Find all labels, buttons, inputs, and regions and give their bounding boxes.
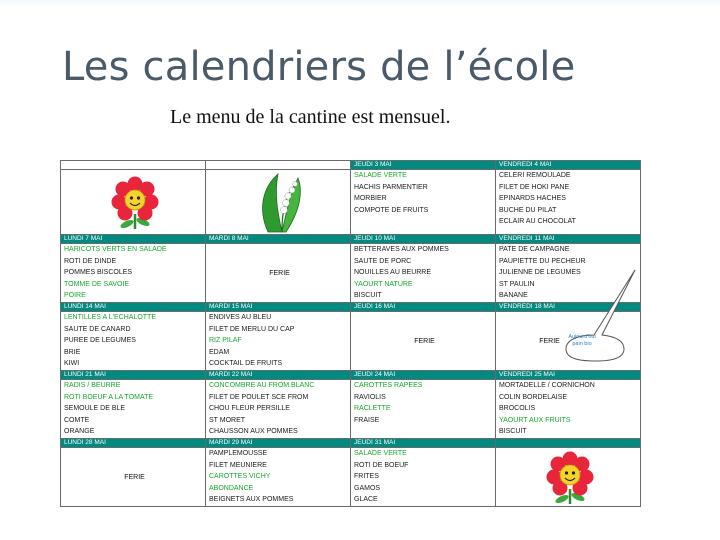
menu-item: BROCOLIS <box>499 405 536 413</box>
menu-item: EDAM <box>209 348 230 356</box>
day-header: MARDI 22 MAI <box>206 371 351 380</box>
menu-item: PAUPIETTE DU PECHEUR <box>499 257 586 265</box>
day-header: MARDI 29 MAI <box>206 439 351 448</box>
day-header: VENDREDI 25 MAI <box>496 371 641 380</box>
week-header-row <box>61 439 641 448</box>
menu-item: COMPOTE DE FRUITS <box>354 206 429 214</box>
menu-item: YAOURT NATURE <box>354 280 413 288</box>
day-menu-cell <box>61 380 206 439</box>
day-menu-cell <box>351 170 496 235</box>
holiday-label: FERIE <box>269 269 290 277</box>
holiday-label: FERIE <box>414 337 435 345</box>
menu-item: FILET DE MERLU DU CAP <box>209 325 295 333</box>
menu-item: HACHIS PARMENTIER <box>354 183 428 191</box>
day-header: VENDREDI 18 MAI <box>496 303 641 312</box>
menu-item: LENTILLES A L'ECHALOTTE <box>64 314 156 321</box>
menu-item: FRAISE <box>354 416 380 424</box>
day-menu-cell <box>351 244 496 303</box>
day-header: JEUDI 10 MAI <box>351 235 496 244</box>
day-header: VENDREDI 11 MAI <box>496 235 641 244</box>
week-header-row <box>61 371 641 380</box>
menu-item: BETTERAVES AUX POMMES <box>354 246 449 253</box>
day-menu-cell <box>61 244 206 303</box>
bubble-line2: pain bio <box>572 341 592 347</box>
menu-item: ENDIVES AU BLEU <box>209 314 272 321</box>
menu-item: MORBIER <box>354 195 387 203</box>
menu-item: FILET DE HOKI PANE <box>499 183 570 191</box>
speech-bubble-icon <box>540 265 640 365</box>
week-header-row <box>61 235 641 244</box>
day-header: LUNDI 21 MAI <box>61 371 206 380</box>
menu-item: CHAUSSON AUX POMMES <box>209 428 298 436</box>
menu-item: ECLAIR AU CHOCOLAT <box>499 218 576 226</box>
menu-item: RIZ PILAF <box>209 337 242 345</box>
menu-item: NOUILLES AU BEURRE <box>354 269 432 277</box>
menu-item: BANANE <box>499 292 528 300</box>
day-header <box>496 439 641 448</box>
holiday-label: FERIE <box>124 473 145 481</box>
menu-item: FRITES <box>354 473 379 481</box>
day-menu-cell <box>206 312 351 371</box>
menu-item: SEMOULE DE BLE <box>64 405 126 413</box>
menu-item: COLIN BORDELAISE <box>499 393 568 401</box>
day-header: LUNDI 7 MAI <box>61 235 206 244</box>
day-menu-cell <box>61 448 206 507</box>
menu-item: CONCOMBRE AU FROM.BLANC <box>209 382 315 389</box>
week-header-row <box>61 161 641 170</box>
menu-item: PUREE DE LEGUMES <box>64 337 136 345</box>
week-menu-row <box>61 380 641 439</box>
day-menu-cell <box>351 312 496 371</box>
menu-item: POMMES BISCOLES <box>64 269 133 277</box>
menu-item: SAUTE DE CANARD <box>64 325 131 333</box>
menu-item: RADIS / BEURRE <box>64 382 121 389</box>
lily-of-the-valley-icon <box>248 170 312 234</box>
day-header: JEUDI 31 MAI <box>351 439 496 448</box>
menu-item: EPINARDS HACHES <box>499 195 566 203</box>
day-header: JEUDI 24 MAI <box>351 371 496 380</box>
page-subtitle: Le menu de la cantine est mensuel. <box>170 106 451 128</box>
menu-item: GLACE <box>354 496 378 504</box>
menu-item: GAMOS <box>354 484 381 492</box>
bubble-line1: Aujourd'hui <box>568 334 596 340</box>
menu-item: CAROTTES VICHY <box>209 473 271 481</box>
flower-icon <box>107 174 163 230</box>
menu-item: COMTE <box>64 416 90 424</box>
week-menu-row <box>61 170 641 235</box>
menu-item: YAOURT AUX FRUITS <box>499 416 571 424</box>
day-header: MARDI 15 MAI <box>206 303 351 312</box>
week-menu-row <box>61 448 641 507</box>
menu-item: SALADE VERTE <box>354 172 407 179</box>
menu-item: BISCUIT <box>499 428 527 436</box>
day-header: LUNDI 14 MAI <box>61 303 206 312</box>
menu-item: COCKTAIL DE FRUITS <box>209 360 283 368</box>
menu-item: POIRE <box>64 292 86 300</box>
day-header: JEUDI 3 MAI <box>351 161 496 170</box>
menu-item: ORANGE <box>64 428 95 436</box>
day-menu-cell <box>206 448 351 507</box>
menu-item: BUCHE DU PILAT <box>499 206 557 214</box>
day-header: JEUDI 16 MAI <box>351 303 496 312</box>
menu-item: PAMPLEMOUSSE <box>209 450 268 457</box>
menu-item: BISCUIT <box>354 292 382 300</box>
menu-item: BRIE <box>64 348 81 356</box>
menu-item: MORTADELLE / CORNICHON <box>499 382 595 389</box>
day-header <box>61 161 206 170</box>
top-band <box>0 0 720 8</box>
day-menu-cell <box>496 170 641 235</box>
menu-item: JULIENNE DE LEGUMES <box>499 269 581 277</box>
flower-icon <box>542 449 598 505</box>
menu-item: SAUTE DE PORC <box>354 257 412 265</box>
menu-item: RAVIOLIS <box>354 393 386 401</box>
menu-item: FILET MEUNIERE <box>209 461 267 469</box>
menu-item: BEIGNETS AUX POMMES <box>209 496 294 504</box>
day-menu-cell <box>351 380 496 439</box>
menu-item: SALADE VERTE <box>354 450 407 457</box>
day-header <box>206 161 351 170</box>
holiday-label: FERIE <box>539 337 560 345</box>
page-title: Les calendriers de l’école <box>62 44 576 90</box>
menu-item: CAROTTES RAPEES <box>354 382 423 389</box>
day-menu-cell <box>496 380 641 439</box>
day-menu-cell <box>351 448 496 507</box>
menu-item: FILET DE POULET SCE FROM <box>209 393 309 401</box>
menu-item: RACLETTE <box>354 405 391 413</box>
speech-bubble-text <box>566 334 598 348</box>
menu-item: ROTI DE BOEUF <box>354 461 409 469</box>
day-header: VENDREDI 4 MAI <box>496 161 641 170</box>
day-header: MARDI 8 MAI <box>206 235 351 244</box>
menu-item: TOMME DE SAVOIE <box>64 280 130 288</box>
menu-item: ST MORET <box>209 416 246 424</box>
day-menu-cell <box>496 448 641 507</box>
menu-item: CHOU FLEUR PERSILLE <box>209 405 290 413</box>
day-menu-cell <box>206 170 351 235</box>
menu-item: ABONDANCE <box>209 484 254 492</box>
menu-item: ROTI DE DINDE <box>64 257 117 265</box>
menu-item: HARICOTS VERTS EN SALADE <box>64 246 167 253</box>
menu-item: ROTI BOEUF A LA TOMATE <box>64 393 154 401</box>
menu-item: ST PAULIN <box>499 280 535 288</box>
day-menu-cell <box>206 244 351 303</box>
day-header: LUNDI 28 MAI <box>61 439 206 448</box>
day-menu-cell <box>206 380 351 439</box>
day-menu-cell <box>61 312 206 371</box>
day-menu-cell <box>61 170 206 235</box>
menu-item: KIWI <box>64 360 80 368</box>
menu-item: PATE DE CAMPAGNE <box>499 246 570 253</box>
menu-item: CELERI REMOULADE <box>499 172 571 179</box>
